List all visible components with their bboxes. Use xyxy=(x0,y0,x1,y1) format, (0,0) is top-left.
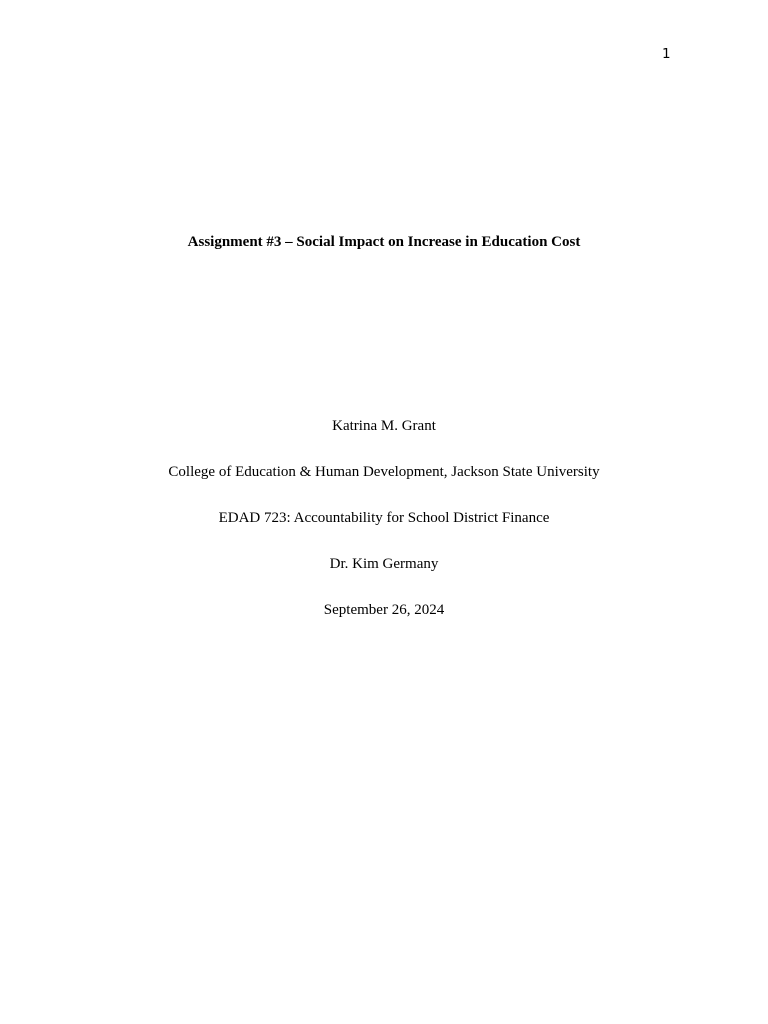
paper-title: Assignment #3 – Social Impact on Increase in Education Cost xyxy=(187,234,581,250)
course-name: EDAD 723: Accountability for School District Finance xyxy=(218,510,550,526)
instructor-name: Dr. Kim Germany xyxy=(329,556,439,572)
affiliation: College of Education & Human Development, Jackson State University xyxy=(168,464,600,480)
title-page-info xyxy=(0,416,768,646)
page-number: 1 xyxy=(662,46,671,62)
author-name: Katrina M. Grant xyxy=(332,418,436,434)
due-date: September 26, 2024 xyxy=(323,602,445,618)
